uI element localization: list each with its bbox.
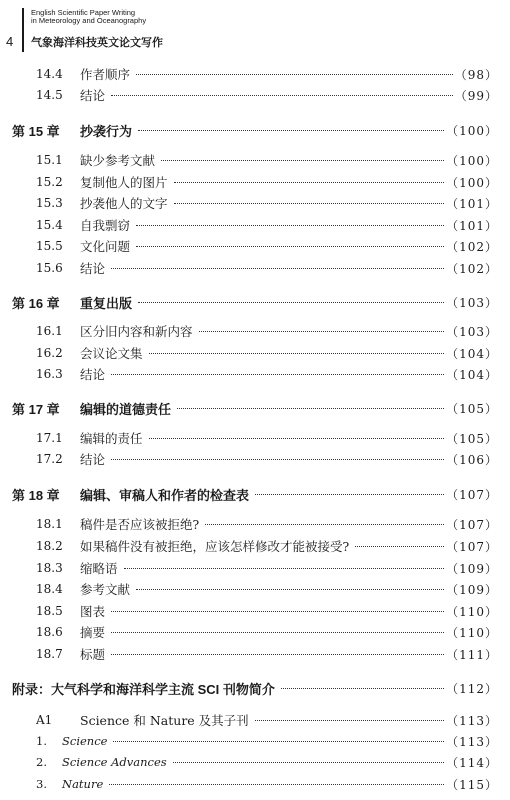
toc-entry-title: Nature bbox=[62, 777, 107, 791]
toc-entry-number: 第 17 章 bbox=[12, 401, 60, 417]
toc-entry-title: 图表 bbox=[80, 602, 109, 620]
toc-entry-page: （114） bbox=[446, 755, 498, 770]
toc-entry bbox=[0, 578, 510, 600]
toc-entry-page: （102） bbox=[446, 239, 498, 254]
toc-entry-title: 会议论文集 bbox=[80, 344, 147, 362]
toc-entry-title: 参考文献 bbox=[80, 580, 134, 598]
toc-entry bbox=[0, 709, 510, 731]
toc-entry-title: 稿件是否应该被拒绝? bbox=[80, 515, 203, 533]
toc-entry-title: Science bbox=[62, 734, 111, 748]
dot-leader bbox=[149, 438, 445, 439]
toc-entry bbox=[0, 171, 510, 193]
dot-leader bbox=[205, 524, 444, 525]
dot-leader bbox=[281, 688, 444, 689]
toc-entry bbox=[0, 149, 510, 171]
toc-entry-number: 15.6 bbox=[36, 261, 63, 275]
toc-entry-page: （109） bbox=[446, 582, 498, 597]
toc-entry bbox=[0, 257, 510, 279]
toc-entry-number: 18.6 bbox=[36, 625, 63, 639]
toc-entry-title: 重复出版 bbox=[80, 293, 136, 312]
toc-entry-page: （110） bbox=[446, 625, 498, 640]
toc-entry bbox=[0, 448, 510, 470]
toc-entry-title: 文化问题 bbox=[80, 237, 134, 255]
toc-entry-number: 18.2 bbox=[36, 539, 63, 553]
toc-entry bbox=[0, 363, 510, 385]
toc-entry-number: 第 16 章 bbox=[12, 295, 60, 311]
toc-entry-number: 第 15 章 bbox=[12, 123, 60, 139]
dot-leader bbox=[177, 408, 444, 409]
toc-entry-page: （103） bbox=[446, 324, 498, 339]
toc-entry-number: 16.1 bbox=[36, 324, 63, 338]
dot-leader bbox=[124, 568, 445, 569]
toc-entry-title: 结论 bbox=[80, 259, 109, 277]
dot-leader bbox=[111, 374, 444, 375]
dot-leader bbox=[255, 494, 444, 495]
toc-entry-page: （107） bbox=[446, 539, 498, 554]
dot-leader bbox=[174, 182, 445, 183]
toc-entry-page: （115） bbox=[446, 777, 498, 792]
toc-entry-title: 缺少参考文献 bbox=[80, 151, 159, 169]
toc-entry-number: 18.5 bbox=[36, 604, 63, 618]
toc-entry-number: 17.1 bbox=[36, 431, 63, 445]
toc-entry-title: 结论 bbox=[80, 450, 109, 468]
toc-entry-number: 18.7 bbox=[36, 647, 63, 661]
toc-entry-page: （100） bbox=[446, 123, 498, 138]
toc-entry bbox=[0, 63, 510, 85]
toc-entry-number: 1. bbox=[36, 734, 47, 748]
toc-entry-number: 3. bbox=[36, 777, 47, 791]
dot-leader bbox=[111, 654, 444, 655]
toc-chapter-entry bbox=[0, 291, 510, 313]
header-divider bbox=[22, 8, 24, 52]
toc-entry-title: 编辑的责任 bbox=[80, 429, 147, 447]
dot-leader bbox=[111, 611, 444, 612]
toc-entry bbox=[0, 751, 510, 773]
toc-entry-page: （100） bbox=[446, 175, 498, 190]
toc-entry bbox=[0, 235, 510, 257]
toc-entry bbox=[0, 84, 510, 106]
toc-entry bbox=[0, 427, 510, 449]
toc-entry-title: Science Advances bbox=[62, 755, 171, 769]
toc-entry-page: （105） bbox=[446, 401, 498, 416]
toc-entry-page: （111） bbox=[446, 647, 498, 662]
dot-leader bbox=[136, 74, 453, 75]
toc-entry-number: 15.2 bbox=[36, 175, 63, 189]
toc-entry-title: 自我剽窃 bbox=[80, 216, 134, 234]
dot-leader bbox=[111, 632, 444, 633]
toc-entry-page: （110） bbox=[446, 604, 498, 619]
dot-leader bbox=[111, 459, 444, 460]
toc-entry-page: （109） bbox=[446, 561, 498, 576]
toc-entry bbox=[0, 773, 510, 795]
toc-entry-page: （104） bbox=[446, 346, 498, 361]
toc-entry-number: 15.3 bbox=[36, 196, 63, 210]
toc-chapter-entry bbox=[0, 397, 510, 419]
dot-leader bbox=[138, 130, 444, 131]
toc-entry bbox=[0, 600, 510, 622]
toc-entry-number: 16.2 bbox=[36, 346, 63, 360]
toc-entry-page: （107） bbox=[446, 517, 498, 532]
toc-entry-title: 复制他人的图片 bbox=[80, 173, 172, 191]
toc-entry-number: 15.1 bbox=[36, 153, 63, 167]
toc-entry bbox=[0, 192, 510, 214]
toc-entry bbox=[0, 621, 510, 643]
toc-entry-title: 作者顺序 bbox=[80, 65, 134, 83]
page-number: 4 bbox=[6, 34, 14, 49]
book-title-english-line1: English Scientific Paper Writing bbox=[31, 8, 136, 17]
toc-entry-page: （113） bbox=[446, 734, 498, 749]
dot-leader bbox=[111, 95, 453, 96]
toc-appendix-entry bbox=[0, 677, 510, 699]
toc-entry bbox=[0, 342, 510, 364]
toc-entry-page: （101） bbox=[446, 218, 498, 233]
dot-leader bbox=[136, 589, 444, 590]
toc-entry-number: 第 18 章 bbox=[12, 487, 60, 503]
toc-entry-page: （104） bbox=[446, 367, 498, 382]
toc-entry bbox=[0, 643, 510, 665]
dot-leader bbox=[255, 720, 444, 721]
dot-leader bbox=[111, 268, 444, 269]
toc-entry-page: （107） bbox=[446, 487, 498, 502]
book-title-chinese: 气象海洋科技英文论文写作 bbox=[31, 36, 163, 49]
toc-entry-number: 14.5 bbox=[36, 88, 63, 102]
toc-entry bbox=[0, 557, 510, 579]
toc-entry-number: 15.4 bbox=[36, 218, 63, 232]
toc-entry-title: 缩略语 bbox=[80, 559, 122, 577]
dot-leader bbox=[174, 203, 445, 204]
toc-entry-title: 摘要 bbox=[80, 623, 109, 641]
toc-entry-number: 18.3 bbox=[36, 561, 63, 575]
toc-entry-title: Science 和 Nature 及其子刊 bbox=[80, 711, 253, 729]
book-title-english bbox=[31, 9, 146, 25]
dot-leader bbox=[138, 302, 444, 303]
dot-leader bbox=[173, 762, 444, 763]
toc-entry-page: （101） bbox=[446, 196, 498, 211]
toc-entry-number: 14.4 bbox=[36, 67, 63, 81]
toc-entry-title: 抄袭他人的文字 bbox=[80, 194, 172, 212]
toc-entry-number: A1 bbox=[36, 713, 53, 727]
dot-leader bbox=[149, 353, 445, 354]
toc-entry-page: （105） bbox=[446, 431, 498, 446]
toc-entry-title: 区分旧内容和新内容 bbox=[80, 322, 197, 340]
toc-entry-number: 18.4 bbox=[36, 582, 63, 596]
toc-entry-title: 结论 bbox=[80, 86, 109, 104]
dot-leader bbox=[136, 246, 444, 247]
toc-entry-title: 编辑、审稿人和作者的检查表 bbox=[80, 485, 253, 504]
dot-leader bbox=[136, 225, 444, 226]
toc-entry bbox=[0, 730, 510, 752]
toc-entry bbox=[0, 535, 510, 557]
toc-entry-title: 结论 bbox=[80, 365, 109, 383]
toc-entry bbox=[0, 214, 510, 236]
book-title-english-line2: in Meteorology and Oceanography bbox=[31, 16, 147, 25]
toc-entry-number: 18.1 bbox=[36, 517, 63, 531]
running-header bbox=[0, 0, 510, 56]
toc-entry-title: 抄袭行为 bbox=[80, 121, 136, 140]
dot-leader bbox=[109, 784, 444, 785]
dot-leader bbox=[161, 160, 444, 161]
toc-entry-number: 2. bbox=[36, 755, 47, 769]
dot-leader bbox=[113, 741, 444, 742]
toc-entry-page: （102） bbox=[446, 261, 498, 276]
toc-entry-title: 附录：大气科学和海洋科学主流 SCI 刊物简介 bbox=[12, 679, 279, 698]
toc-chapter-entry bbox=[0, 119, 510, 141]
toc-chapter-entry bbox=[0, 483, 510, 505]
toc-entry bbox=[0, 320, 510, 342]
toc-entry-number: 16.3 bbox=[36, 367, 63, 381]
toc-entry-title: 编辑的道德责任 bbox=[80, 399, 175, 418]
dot-leader bbox=[355, 546, 444, 547]
toc-entry-title: 如果稿件没有被拒绝，应该怎样修改才能被接受? bbox=[80, 537, 353, 555]
toc-entry-page: （113） bbox=[446, 713, 498, 728]
toc-entry-page: （100） bbox=[446, 153, 498, 168]
toc-entry-page: （99） bbox=[454, 88, 498, 103]
toc-entry-title: 标题 bbox=[80, 645, 109, 663]
dot-leader bbox=[199, 331, 445, 332]
toc-entry-page: （106） bbox=[446, 452, 498, 467]
toc-entry-number: 15.5 bbox=[36, 239, 63, 253]
toc-entry-number: 17.2 bbox=[36, 452, 63, 466]
toc-entry-page: （103） bbox=[446, 295, 498, 310]
toc-entry-page: （112） bbox=[446, 681, 498, 696]
toc-entry-page: （98） bbox=[454, 67, 498, 82]
toc-entry bbox=[0, 513, 510, 535]
